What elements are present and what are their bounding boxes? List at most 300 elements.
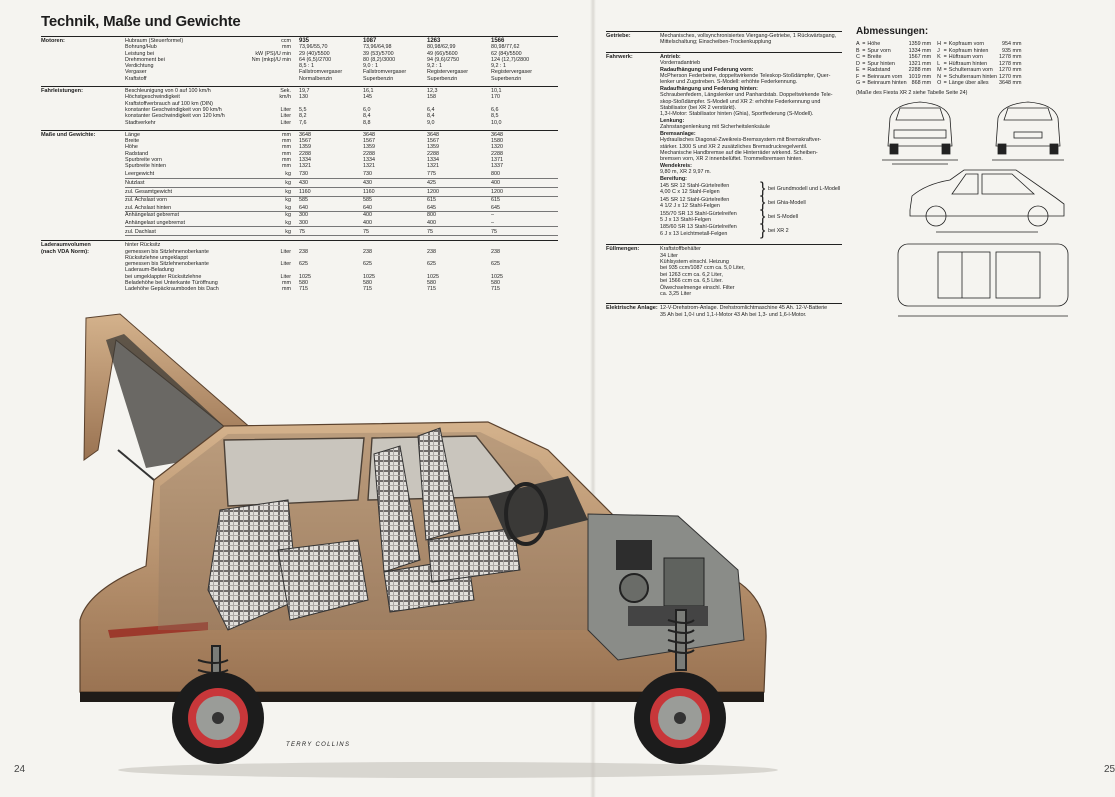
spec-value: 580 [491, 280, 500, 287]
side-view-drawing [910, 170, 1064, 232]
spec-label: Stadtverkehr [125, 119, 156, 126]
spec-value: 430 [299, 180, 308, 187]
spec-value: 640 [299, 204, 308, 211]
dimension-value: 1278 mm [999, 54, 1022, 60]
spec-value: 1160 [299, 189, 311, 196]
spec-rows [125, 38, 558, 82]
tech-line: Lenkung: [660, 117, 685, 124]
tech-line: Zahnstangenlenkung mit Sicherheitslenksäule [660, 124, 770, 131]
spec-value: 2288 [491, 150, 503, 157]
spec-value: 3648 [363, 131, 375, 138]
spec-value: 2288 [363, 150, 375, 157]
spec-unit: kg [285, 219, 291, 226]
tire-line: 145 SR 12 Stahl-Gürtelreifen [660, 182, 730, 189]
spec-value: 625 [427, 261, 436, 268]
spec-unit: Nm (mkp)/U min [251, 56, 291, 63]
dimension-drawings [880, 100, 1070, 325]
spec-value: 6,0 [363, 106, 371, 113]
spec-value: 1025 [299, 273, 311, 280]
spec-value: 400 [363, 219, 372, 226]
spec-value: 3648 [299, 131, 311, 138]
spec-value: 238 [363, 248, 372, 255]
spec-unit: mm [282, 163, 291, 170]
spec-unit: mm [282, 131, 291, 138]
tech-section-name: Elektrische Anlage: [606, 305, 658, 312]
tech-line: Wendekreis: [660, 162, 692, 169]
dimension-key: C [856, 54, 860, 60]
spec-value: 158 [427, 94, 436, 101]
dimension-label: Spur hinten [867, 60, 895, 67]
dimension-label: Hüftraum hinten [948, 60, 988, 67]
spec-value: 62 (84)/5500 [491, 50, 522, 57]
spec-value: 238 [299, 248, 308, 255]
dimension-sep: = [943, 41, 947, 47]
dimension-key: J [937, 47, 940, 54]
tire-brace: } [760, 207, 766, 225]
spec-row [125, 227, 558, 236]
spec-value: 170 [491, 94, 500, 101]
car-cutaway-illustration [28, 300, 786, 785]
dimension-key: F [856, 73, 860, 80]
tire-brace: } [760, 194, 766, 212]
page-title: Technik, Maße und Gewichte [41, 13, 241, 30]
spec-value: 75 [299, 228, 305, 235]
dimension-value: 1334 mm [908, 47, 932, 54]
dimension-value: 2288 mm [908, 67, 932, 73]
spec-value: 124 (12,7)/2800 [491, 56, 530, 63]
tech-line: Stabilisator (bei XR 2 verstärkt). [660, 105, 737, 112]
spec-value: 49 (66)/5600 [427, 50, 458, 57]
tire-spec [660, 224, 760, 237]
spec-value: 7,6 [299, 119, 307, 126]
tire-line: 145 SR 12 Stahl-Gürtelreifen [660, 196, 730, 203]
spec-value: Superbenzin [427, 75, 458, 82]
dimension-value: 1321 mm [908, 60, 932, 67]
tire-spec [660, 183, 760, 196]
spec-unit: mm [282, 280, 291, 287]
dimension-value: 1270 mm [999, 67, 1022, 73]
spec-value: 8,5 [491, 113, 499, 120]
dimension-key: D [856, 60, 860, 67]
tech-line: ca. 3,25 Liter [660, 291, 692, 298]
spec-label: Breite [125, 138, 140, 145]
spec-value: 1567 [363, 138, 375, 145]
spec-unit: kg [285, 196, 291, 203]
spec-value: 425 [427, 180, 436, 187]
spec-value: 9,2 : 1 [427, 63, 442, 70]
spec-label: Beschleunigung von 0 auf 100 km/h [125, 88, 211, 95]
spec-label: konstanter Geschwindigkeit von 120 km/h [125, 113, 225, 120]
spec-unit: mm [282, 44, 291, 51]
spec-unit: kg [285, 211, 291, 218]
spec-section-name: Laderaumvolumen (nach VDA Norm): [41, 242, 91, 255]
spec-value: 1359 [427, 144, 439, 151]
tire-option [660, 180, 842, 198]
dimension-sep: = [862, 73, 866, 80]
spec-value: 1321 [363, 163, 375, 170]
spec-label: Beladehöhe bei Unterkante Türöffnung [125, 280, 218, 287]
spec-label: Drehmoment bei [125, 56, 165, 63]
tech-line: Radaufhängung und Federung vorn: [660, 66, 754, 73]
tech-line: lenker und Zugstreben. S-Modell: erhöhte Federkennung. [660, 79, 798, 86]
tech-section-name: Getriebe: [606, 33, 631, 39]
page-number-left: 24 [14, 764, 26, 775]
spec-value: 585 [299, 196, 308, 203]
tech-line: skop-Stoßdämpfer. S-Modell und XR 2: erhöhte Federkennung und [660, 98, 821, 105]
spec-section-name: Maße und Gewichte: [41, 131, 96, 138]
spec-value: 625 [363, 261, 372, 268]
spec-value: 585 [363, 196, 372, 203]
spec-unit: mm [282, 144, 291, 151]
dimension-label: Schulterraum vorn [948, 67, 993, 73]
front-view-drawing [882, 102, 958, 164]
tech-section-body [660, 246, 842, 297]
spec-value: 73,96/64,98 [363, 44, 392, 51]
spec-value: 8,4 [363, 113, 371, 120]
rear-wheel [172, 672, 264, 764]
spec-value: 1371 [491, 157, 503, 164]
engine-bay [588, 514, 744, 660]
tire-brace: } [760, 180, 766, 198]
spec-unit: Liter [280, 261, 291, 268]
spec-unit: kg [285, 189, 291, 196]
spec-table [41, 36, 558, 297]
spec-label: Kraftstoffverbrauch auf 100 km (DIN) [125, 100, 213, 107]
dimension-key: K [937, 54, 941, 60]
spec-label: Spurbreite hinten [125, 163, 167, 170]
dimension-key: H [937, 41, 942, 47]
spec-value: 1567 [299, 138, 311, 145]
spec-value: 715 [363, 286, 372, 293]
tire-option [660, 221, 842, 239]
spec-value: 8,8 [363, 119, 371, 126]
dimension-key: B [856, 47, 860, 54]
spec-rows [125, 88, 558, 126]
dimensions-note: (Maße des Fiesta XR 2 siehe Tabelle Seite 24) [856, 89, 968, 96]
tech-line: Antrieb: [660, 53, 681, 60]
dimension-key: A [856, 41, 860, 47]
spec-row [125, 120, 558, 126]
spec-value: – [491, 219, 494, 226]
dimension-value: 954 mm [1002, 41, 1022, 47]
spec-value: 8,2 [299, 113, 307, 120]
dimension-sep: = [862, 67, 866, 73]
dimension-value: 1270 mm [999, 73, 1022, 80]
spec-value: 800 [427, 211, 436, 218]
spec-value: 1334 [299, 157, 311, 164]
spec-label: zul. Dachlast [125, 228, 156, 235]
spec-value: Superbenzin [363, 75, 394, 82]
spec-value: 6,4 [427, 106, 435, 113]
spec-value: 935 [299, 38, 310, 44]
tire-note: bei XR 2 [768, 227, 789, 234]
spec-unit: Liter [280, 106, 291, 113]
spec-value: 800 [491, 171, 500, 178]
dimension-label: Radstand [867, 67, 891, 73]
dimension-label: Höhe [867, 41, 881, 47]
dimension-key: O [937, 80, 942, 86]
spec-unit: kW (PS)/U min [255, 50, 291, 57]
spec-value: 1334 [427, 157, 439, 164]
spec-value: 1200 [427, 189, 439, 196]
dimension-key: M [937, 67, 942, 73]
spec-value: 400 [491, 180, 500, 187]
spec-value: 1025 [427, 273, 439, 280]
spec-label: Ladehöhe Gepäckraumboden bis Dach [125, 286, 219, 293]
spec-value: 430 [363, 180, 372, 187]
spec-value: 3648 [427, 131, 439, 138]
spec-label: Leergewicht [125, 171, 155, 178]
tire-line: 4,00 C x 12 Stahl-Felgen [660, 189, 720, 196]
spec-value: 8,4 [427, 113, 435, 120]
spec-unit: kg [285, 180, 291, 187]
spec-value: 580 [299, 280, 308, 287]
spec-value: 1359 [299, 144, 311, 151]
spec-value: 64 (6,5)/2700 [299, 56, 332, 63]
tech-section-body [660, 33, 842, 46]
dimension-sep: = [862, 54, 866, 60]
spec-value: 730 [299, 171, 308, 178]
spec-value: 16,1 [363, 88, 374, 95]
spec-row [125, 286, 558, 292]
dimensions-panel [856, 26, 1106, 96]
dimension-key: G [856, 80, 861, 86]
spec-row [125, 203, 558, 212]
spec-section-name: Fahrleistungen: [41, 88, 83, 95]
tire-option [660, 207, 842, 225]
spec-section [41, 240, 558, 292]
spec-value: 3648 [491, 131, 503, 138]
spec-label: Spurbreite vorn [125, 157, 162, 164]
spec-value: 75 [427, 228, 433, 235]
spec-label: Kraftstoff [125, 75, 147, 82]
spec-value: Fallstromvergaser [363, 69, 407, 76]
spec-value: 715 [299, 286, 308, 293]
spec-value: 238 [427, 248, 436, 255]
dimension-key: L [937, 60, 941, 67]
spec-label: Verdichtung [125, 63, 154, 70]
tech-section-name: Füllmengen: [606, 246, 640, 253]
spec-value: Registervergaser [427, 69, 469, 76]
spec-unit: km/h [279, 94, 291, 101]
spec-row [125, 188, 558, 197]
spec-value: 238 [491, 248, 500, 255]
dimension-label: Breite [867, 54, 882, 60]
tech-description [606, 31, 842, 318]
spec-value: 1025 [491, 273, 503, 280]
spec-value: 9,2 : 1 [491, 63, 506, 70]
tech-line: Bereifung: [660, 175, 687, 182]
dimension-sep: = [862, 47, 866, 54]
spec-value: 80,98/77,62 [491, 44, 520, 51]
dimension-value: 1019 mm [908, 73, 932, 80]
top-view-drawing [898, 244, 1068, 316]
spec-value: 715 [491, 286, 500, 293]
spec-label: Länge [125, 131, 140, 138]
dimension-label: Spur vorn [867, 47, 891, 54]
spec-value: 75 [491, 228, 497, 235]
tire-note: bei Grundmodell und L-Modell [768, 186, 841, 193]
spec-row [125, 212, 558, 218]
spec-unit: kg [285, 228, 291, 235]
spec-label: Rücksitzlehne umgeklappt [125, 254, 188, 261]
dimension-row [856, 80, 1028, 87]
tire-line: 155/70 SR 13 Stahl-Gürtelreifen [660, 210, 737, 217]
dimension-key: E [856, 67, 860, 73]
spec-value: 1580 [491, 138, 503, 145]
spec-value: 2288 [299, 150, 311, 157]
spec-rows [125, 242, 558, 292]
front-wheel [634, 672, 726, 764]
tech-line: Kraftstoffbehälter [660, 246, 701, 253]
spec-label: hinter Rücksitz [125, 242, 161, 249]
spec-row [125, 163, 558, 169]
dimension-sep: = [862, 41, 866, 47]
spec-label: Leistung bei [125, 50, 155, 57]
spec-unit: mm [282, 138, 291, 145]
dimension-label: Länge über alles [948, 80, 989, 86]
spec-section [41, 36, 558, 82]
tire-spec [660, 211, 760, 224]
tech-line: bei 935 ccm/1087 ccm ca. 5,0 Liter, [660, 265, 745, 272]
spec-value: 645 [491, 204, 500, 211]
spec-label: Nutzlast [125, 180, 145, 187]
spec-value: 730 [363, 171, 372, 178]
dimension-sep: = [943, 54, 947, 60]
spec-value: 29 (40)/5500 [299, 50, 330, 57]
spec-value: Fallstromvergaser [299, 69, 343, 76]
spec-label: Laderaum-Beladung [125, 267, 174, 274]
tire-line: 4 1/2 J x 12 Stahl-Felgen [660, 203, 720, 210]
spec-value: 640 [363, 204, 372, 211]
spec-value: 1359 [363, 144, 375, 151]
spec-label: gemessen bis Sitzlehnenoberkante [125, 248, 209, 255]
spec-value: 145 [363, 94, 372, 101]
spec-value: 775 [427, 171, 436, 178]
spec-unit [243, 76, 299, 82]
tech-line: Radaufhängung und Federung hinten: [660, 85, 758, 92]
tire-note: bei Ghia-Modell [768, 199, 806, 206]
page-number-right: 25 [1104, 764, 1115, 775]
dimension-value: 1567 mm [908, 54, 932, 60]
spec-value: 400 [427, 219, 436, 226]
spec-value: 645 [427, 204, 436, 211]
spec-value: 9,0 : 1 [363, 63, 378, 70]
tech-line: 34 Liter [660, 252, 678, 259]
tech-line: bei 1566 ccm ca. 6,5 Liter. [660, 278, 723, 285]
dimension-label: Schulterraum hinten [948, 73, 998, 80]
spec-value: 1320 [491, 144, 503, 151]
spec-section [41, 86, 558, 126]
spec-value: 6,6 [491, 106, 499, 113]
spec-value: 19,7 [299, 88, 310, 95]
tech-line: Schraubenfedern, Längslenker und Panhardstab. Doppeltwirkende Tele- [660, 92, 833, 99]
spec-label: Höchstgeschwindigkeit [125, 94, 180, 101]
tire-note: bei S-Modell [768, 213, 798, 220]
spec-unit: mm [282, 286, 291, 293]
tech-line: Mittelschaltung; Einscheiben-Trockenkupplung [660, 39, 772, 46]
spec-value: 2288 [427, 150, 439, 157]
spec-label: Vergaser [125, 69, 147, 76]
spec-label: Radstand [125, 150, 149, 157]
tech-line: 12-V-Drehstrom-Anlage. Drehstromlichtmaschine 45 Ah. 12-V-Batterie [660, 305, 828, 312]
spec-row [125, 170, 558, 179]
spec-value: 1321 [299, 163, 311, 170]
spec-row [125, 197, 558, 203]
tech-line: 9,80 m, XR 2 9,97 m. [660, 169, 711, 176]
tech-section [606, 244, 842, 297]
dimension-value: 935 mm [1002, 47, 1022, 54]
spec-value: 1160 [363, 189, 375, 196]
spec-label: bei umgeklappter Rücksitzlehne [125, 273, 202, 280]
tech-line: bei 1263 ccm ca. 6,2 Liter, [660, 271, 723, 278]
spec-value: 625 [299, 261, 308, 268]
spec-unit: kg [285, 204, 291, 211]
tech-line: Ölwechselmenge einschl. Filter [660, 284, 735, 291]
tech-section-name: Fahrwerk: [606, 53, 633, 60]
spec-value: 300 [299, 219, 308, 226]
spec-label: Anhängelast gebremst [125, 211, 179, 218]
tech-line: Kühlsystem einschl. Heizung [660, 259, 729, 265]
spec-value: 80 (8,2)/3000 [363, 56, 396, 63]
spec-value: 10,0 [491, 119, 502, 126]
dimension-key: N [937, 73, 942, 80]
spec-unit: Liter [280, 119, 291, 126]
dimension-sep: = [943, 73, 947, 80]
illustrator-credit: TERRY COLLINS [286, 742, 351, 748]
dimension-label: Kopfraum hinten [948, 47, 989, 54]
tech-line: Bremsanlage: [660, 130, 696, 137]
spec-label: Hubraum (Steuerformel) [125, 38, 184, 44]
spec-value: 615 [491, 196, 500, 203]
spec-value: 300 [299, 211, 308, 218]
spec-value: 400 [363, 211, 372, 218]
dimension-sep: = [943, 80, 947, 86]
spec-value: 1337 [491, 163, 503, 170]
spec-unit: Liter [280, 113, 291, 120]
spec-value: 1025 [363, 273, 375, 280]
tech-line: McPherson Federbeine, doppeltwirkende Teleskop-Stoßdämpfer, Quer- [660, 73, 831, 80]
spec-value: 1263 [427, 38, 441, 44]
spec-value: 1321 [427, 163, 439, 170]
spec-unit: kg [285, 171, 291, 178]
spec-value: 715 [427, 286, 436, 293]
spec-value: 10,1 [491, 88, 502, 95]
spec-value: 80,98/62,99 [427, 44, 456, 51]
tire-line: 5 J x 13 Stahl-Felgen [660, 216, 711, 223]
dimension-label: Hüftraum vorn [948, 54, 983, 60]
tech-section [606, 31, 842, 46]
spec-unit: mm [282, 150, 291, 157]
spec-label: Bohrung/Hub [125, 44, 157, 51]
tech-section [606, 52, 842, 238]
dimension-sep: = [862, 80, 866, 86]
dimension-value: 868 mm [911, 80, 932, 86]
tech-line: bremsen vorn, XR 2 innenbelüftet. Trommelbremsen hinten. [660, 156, 803, 163]
spec-value: Normalbenzin [299, 75, 333, 82]
spec-value: 1567 [427, 138, 439, 145]
dimensions-title: Abmessungen: [856, 26, 929, 37]
spec-value: 1200 [491, 189, 503, 196]
spec-value: 580 [363, 280, 372, 287]
dimension-sep: = [943, 67, 947, 73]
spec-unit: Liter [280, 273, 291, 280]
spec-value: 9,0 [427, 119, 435, 126]
spec-value: Registervergaser [491, 69, 533, 76]
tire-line: 185/60 SR 13 Stahl-Gürtelreifen [660, 224, 737, 231]
dimension-label: Beinraum hinten [867, 80, 907, 86]
spec-value: 75 [363, 228, 369, 235]
